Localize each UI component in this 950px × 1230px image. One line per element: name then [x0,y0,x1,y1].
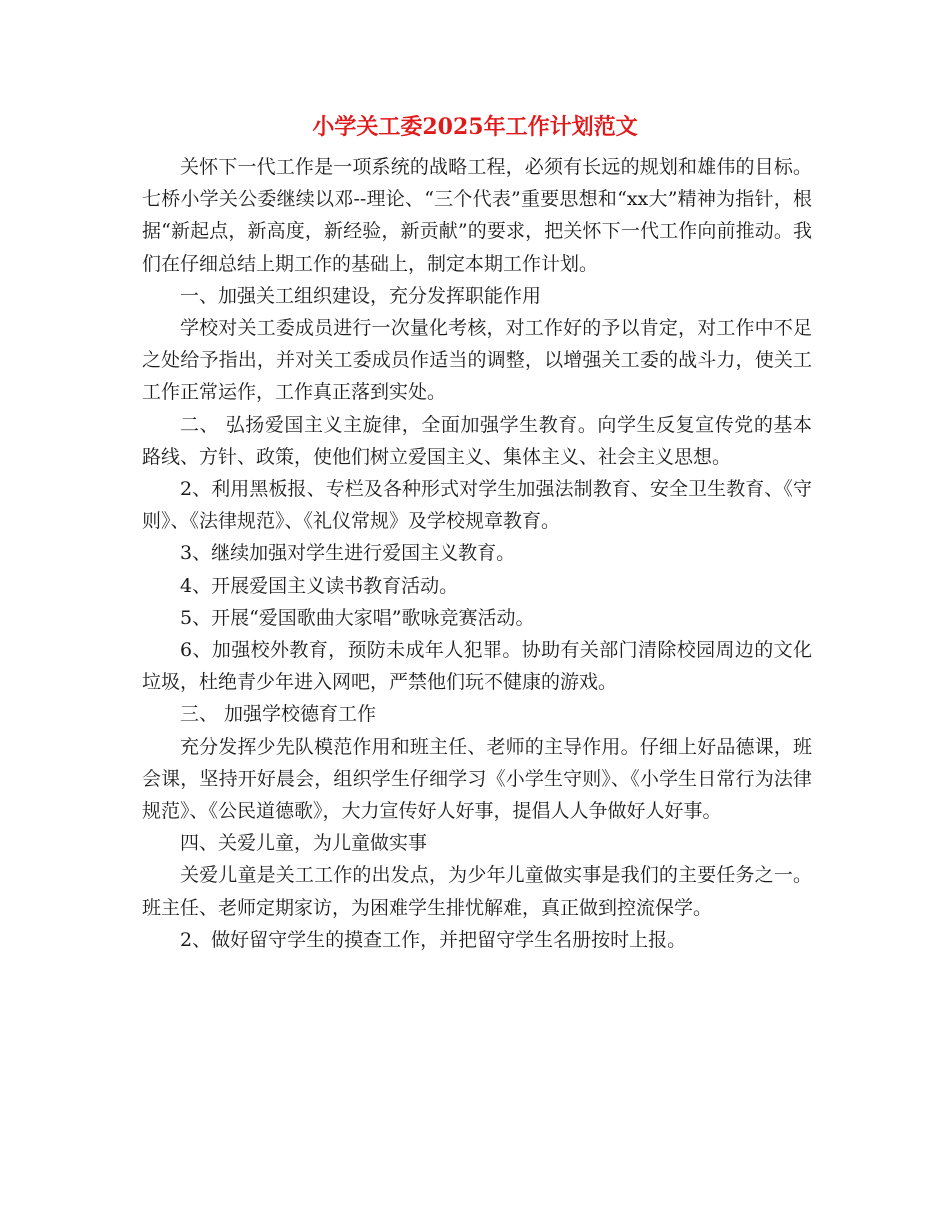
list-item: 4、开展爱国主义读书教育活动。 [180,574,459,597]
heading-section-4: 四、关爱儿童，为儿童做实事 [180,832,428,855]
paragraph: 充分发挥少先队模范作用和班主任、老师的主导作用。仔细上好品德课，班会课，坚持开好晨会，组织学生仔细学习《小学生守则》、《小学生日常行为法律规范》、《公民道德歌》，大力宣传好人好事，提倡人人争做好人好事。 [142,735,812,823]
list-item: 3、继续加强对学生进行爱国主义教育。 [180,542,516,565]
list-item: 6、加强校外教育，预防未成年人犯罪。协助有关部门清除校园周边的文化垃圾，杜绝青少年进入网吧，严禁他们玩不健康的游戏。 [142,639,812,694]
document-title: 小学关工委2025年工作计划范文 [312,114,638,140]
list-item: 5、开展“爱国歌曲大家唱”歌咏竞赛活动。 [180,606,535,629]
paragraph-intro: 关怀下一代工作是一项系统的战略工程，必须有长远的规划和雄伟的目标。七桥小学关公委继续以邓--理论、“三个代表”重要思想和“xx大”精神为指针，根据“新起点，新高度，新经验，新贡献”的要求，把关怀下一代工作向前推动。我们在仔细总结上期工作的基础上，制定本期工作计划。 [142,156,812,275]
paragraph: 学校对关工委成员进行一次量化考核，对工作好的予以肯定，对工作中不足之处给予指出，并对关工委成员作适当的调整，以增强关工委的战斗力，使关工工作正常运作，工作真正落到实处。 [142,317,812,404]
list-item: 2、利用黑板报、专栏及各种形式对学生加强法制教育、安全卫生教育、《守则》、《法律规范》、《礼仪常规》及学校规章教育。 [142,478,812,533]
heading-section-2: 二、 弘扬爱国主义主旋律，全面加强学生教育。向学生反复宣传党的基本路线、方针、政策，使他们树立爱国主义、集体主义、社会主义思想。 [142,413,812,468]
paragraph: 关爱儿童是关工工作的出发点，为少年儿童做实事是我们的主要任务之一。班主任、老师定期家访，为困难学生排忧解难，真正做到控流保学。 [142,864,812,919]
heading-section-1: 一、加强关工组织建设，充分发挥职能作用 [180,284,542,307]
heading-section-3: 三、 加强学校德育工作 [180,703,377,726]
list-item: 2、做好留守学生的摸查工作，并把留守学生名册按时上报。 [180,928,687,951]
document-body [142,151,812,956]
